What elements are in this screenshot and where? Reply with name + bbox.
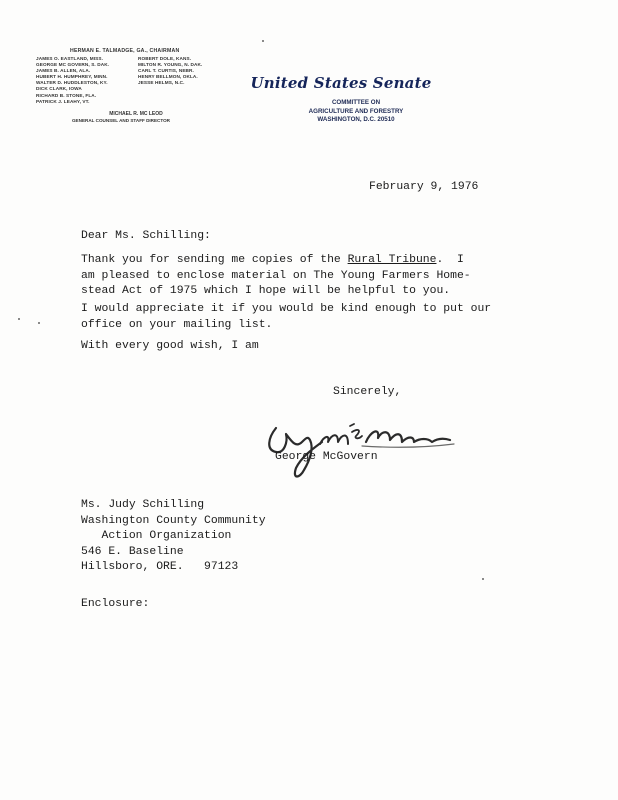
address-line: 546 E. Baseline	[81, 545, 184, 558]
address-line: Hillsboro, ORE. 97123	[81, 561, 239, 574]
member-name: ROBERT DOLE, KANS.	[138, 56, 192, 61]
letter-date: February 9, 1976	[369, 181, 479, 193]
letterhead-chairman: HERMAN E. TALMADGE, GA., CHAIRMAN	[70, 48, 180, 54]
committee-line: COMMITTEE ON	[331, 99, 381, 106]
committee-line: WASHINGTON, D.C. 20510	[317, 116, 395, 124]
member-name: JAMES O. EASTLAND, MISS.	[36, 56, 103, 61]
member-name: JAMES B. ALLEN, ALA.	[36, 68, 91, 74]
staff-director-name: MICHAEL R. MC LEOD	[109, 111, 163, 117]
paragraph-3: With every good wish, I am	[81, 340, 259, 352]
p1-text: Thank you for sending me copies of the	[81, 254, 348, 266]
members-right-column	[138, 56, 202, 86]
member-name: DICK CLARK, IOWA	[36, 86, 82, 92]
senate-heading: United States Senate	[250, 74, 432, 92]
address-line: Action Organization	[81, 530, 232, 543]
paper-speck	[18, 318, 20, 320]
staff-director-title: GENERAL COUNSEL AND STAFF DIRECTOR	[71, 118, 170, 123]
committee-address	[296, 99, 416, 125]
p2-line: office on your mailing list.	[81, 318, 273, 331]
enclosure-note: Enclosure:	[81, 598, 150, 610]
member-name: WALTER D. HUDDLESTON, KY.	[36, 80, 108, 86]
paragraph-2	[81, 302, 491, 333]
member-name: MILTON R. YOUNG, N. DAK.	[138, 62, 203, 68]
paper-speck	[262, 40, 264, 42]
committee-members	[36, 56, 206, 116]
committee-line: AGRICULTURE AND FORESTRY	[308, 107, 404, 115]
p1-text: stead Act of 1975 which I hope will be helpful to you.	[81, 285, 451, 298]
p1-text: . I	[436, 254, 464, 266]
p2-line: I would appreciate it if you would be kind enough to put our	[81, 303, 492, 315]
member-name: HUBERT H. HUMPHREY, MINN.	[36, 74, 108, 80]
p1-text: am pleased to enclose material on The Young Farmers Home-	[81, 269, 471, 282]
closing: Sincerely,	[333, 386, 402, 398]
recipient-address	[81, 498, 266, 576]
publication-title: Rural Tribune	[347, 254, 437, 266]
members-left-column	[36, 56, 109, 105]
member-name: CARL T. CURTIS, NEBR.	[138, 68, 194, 74]
address-line: Washington County Community	[81, 514, 266, 527]
handwritten-signature	[262, 408, 462, 488]
salutation: Dear Ms. Schilling:	[81, 230, 211, 242]
address-line: Ms. Judy Schilling	[81, 499, 205, 511]
signatory-name: George McGovern	[275, 451, 378, 463]
member-name: HENRY BELLMON, OKLA.	[138, 74, 198, 80]
paragraph-1	[81, 253, 471, 300]
member-name: JESSE HELMS, N.C.	[138, 80, 185, 86]
paper-speck	[482, 578, 484, 580]
member-name: RICHARD B. STONE, FLA.	[36, 92, 97, 98]
staff-director	[36, 111, 206, 124]
member-name: GEORGE MC GOVERN, S. DAK.	[36, 62, 110, 68]
member-name: PATRICK J. LEAHY, VT.	[36, 98, 90, 104]
paper-speck	[38, 322, 40, 324]
